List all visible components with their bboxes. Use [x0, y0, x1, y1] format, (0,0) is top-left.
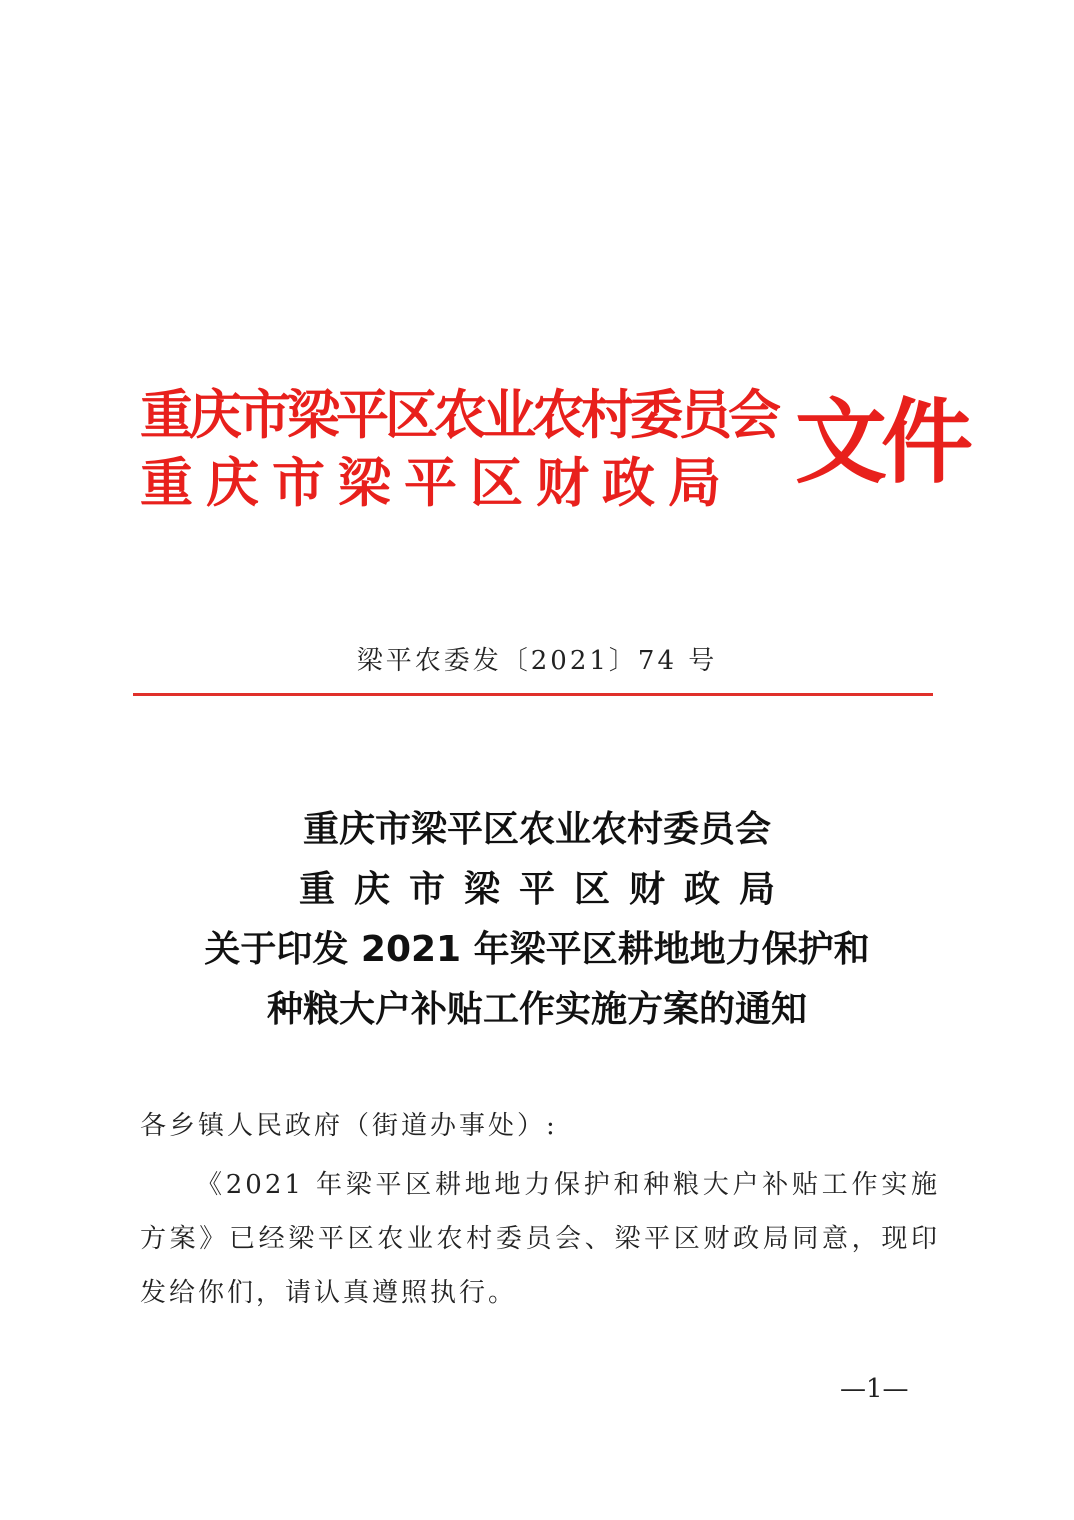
document-number: 梁平农委发〔2021〕74 号: [356, 646, 718, 676]
salutation: 各乡镇人民政府（街道办事处）:: [140, 1111, 558, 1141]
header-org-finance: 重庆市梁平区财政局: [140, 453, 734, 514]
document-header: [140, 375, 968, 535]
document-title: [0, 800, 1074, 1040]
title-line-1: 重庆市梁平区农业农村委员会: [302, 809, 771, 850]
red-divider-line: [133, 693, 933, 696]
title-line-2: 重庆市梁平区财政局: [298, 869, 794, 910]
body-paragraph: 《2021 年梁平区耕地地力保护和种粮大户补贴工作实施方案》已经梁平区农业农村委员会、梁平区财政局同意，现印发给你们，请认真遵照执行。: [140, 1170, 940, 1308]
header-document-suffix: 文件: [795, 389, 968, 496]
header-org-agriculture: 重庆市梁平区农业农村委员会: [140, 385, 777, 446]
title-line-4: 种粮大户补贴工作实施方案的通知: [266, 989, 807, 1030]
title-line-3: 关于印发 2021 年梁平区耕地地力保护和: [204, 929, 870, 970]
page-number: —1—: [840, 1374, 909, 1404]
